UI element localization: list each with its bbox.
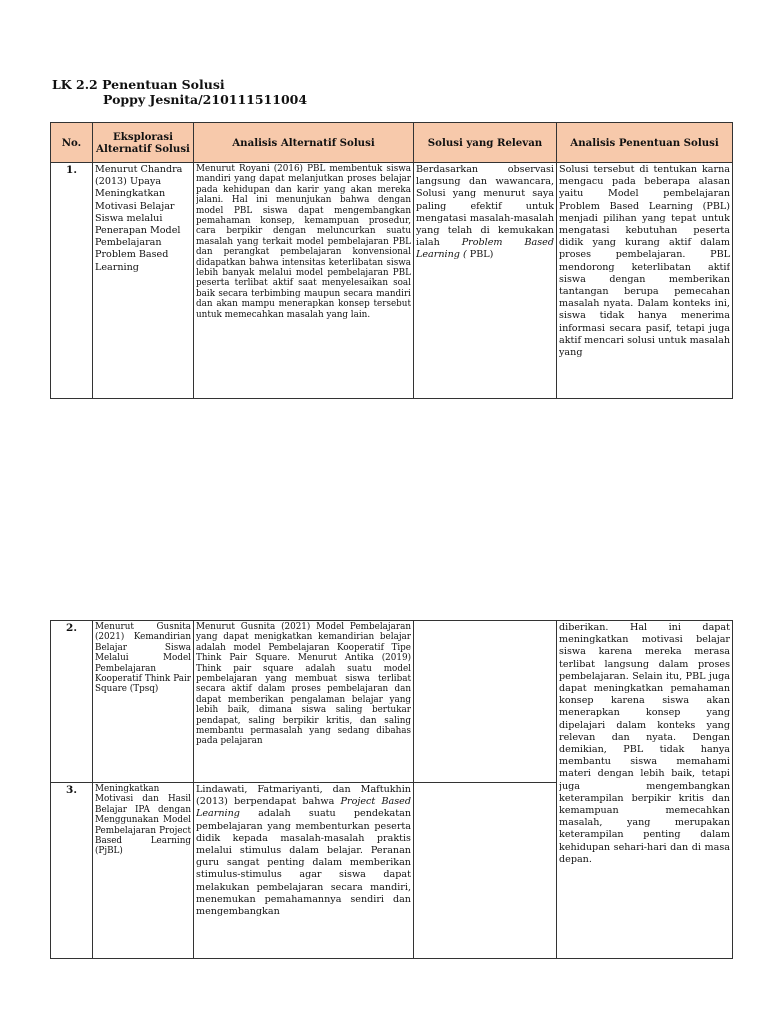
title-line-1: LK 2.2 Penentuan Solusi — [52, 77, 225, 92]
solusi-cell — [414, 783, 557, 959]
table-row — [51, 621, 733, 783]
row-number: 2. — [51, 621, 93, 783]
solusi-text-a: Berdasarkan observasi langsung dan wawancara, Solusi yang menurut saya paling efektif untuk mengatasi masalah-masalah yang telah di kemukakan ialah — [416, 164, 554, 249]
analisis-cell — [194, 621, 414, 783]
eksplorasi-text: Menurut Chandra (2013) Upaya Meningkatkan Motivasi Belajar Siswa melalui Penerapan Model Pembelajaran Problem Based Learning — [95, 164, 183, 273]
analisis-text: Menurut Gusnita (2021) Model Pembelajaran yang dapat menigkatkan kemandirian belajar adalah model Pembelajaran Kooperatif Tipe Think Pair Square. Menurut Antika (2019) Think pair square adalah suatu model pembelajaran yang membuat siswa terlibat secara aktif dalam proses pembelajaran dan dapat memberikan pengalaman belajar yang lebih baik, dimana siswa saling bertukar pendapat, saling berpikir kritis, dan saling membantu permasalah yang sedang dibahas pada pelajaran — [196, 622, 411, 747]
analisis-text-emphasis: Project Based Learning — [196, 796, 411, 820]
penentuan-text: diberikan. Hal ini dapat meningkatkan motivasi belajar siswa karena mereka merasa terlibat langsung dalam proses pembelajaran. Selain itu, PBL juga dapat meningkatkan pemahaman konsep karena siswa akan menerapkan konsep yang dipelajari dalam konteks yang relevan dan nyata. Dengan demikian, PBL tidak hanya membantu siswa memahami materi dengan lebih baik, tetapi juga mengembangkan keterampilan berpikir kritis dan kemampuan memecahkan masalah, yang merupakan keterampilan penting dalam kehidupan sehari-hari dan di masa depan. — [559, 622, 730, 865]
analisis-text-b: adalah suatu pendekatan pembelajaran yang membenturkan peserta didik kepada masalah-masalah praktis melalui stimulus dalam belajar. Peranan guru sangat penting dalam memberikan stimulus-stimulus agar siswa dapat melakukan pembelajaran secara mandiri, menemukan pemahamannya sendiri dan mengembangkan — [196, 808, 411, 918]
analisis-text-b: melanjutkan proses belajar pada kehidupan dan karir yang akan mereka jalani. Hal ini menunjukan bahwa dengan model PBL siswa dapat mengembangkan pemahaman konsep, kemampuan prosedur, cara berpikir dengan meluncurkan suatu masalah yang terkait model pembelajaran PBL dan perangkat pembelajaran konvensional didapatkan bahwa intensitas keterlibatan siswa lebih banyak melalui model pembelajaran PBL peserta terlibat aktif saat menyelesaikan soal baik secara terbimbing maupun secara mandiri dan akan mampu menerapkan konsep tersebut untuk memecahkan masalah yang lain. — [196, 174, 411, 320]
eksplorasi-cell — [93, 163, 194, 399]
solution-table-part-2 — [50, 620, 733, 959]
analisis-text — [196, 784, 411, 956]
eksplorasi-text: Menurut Gusnita (2021) Kemandirian Belajar Siswa Melalui Model Pembelajaran Kooperatif Think Pair Square (Tpsq) — [95, 622, 191, 695]
row-number: 1. — [51, 163, 93, 399]
solusi-text — [416, 164, 554, 396]
analisis-text-a: Lindawati, Fatmariyanti, dan Maftukhin (2013) berpendapat bahwa — [196, 784, 411, 808]
row-number: 3. — [51, 783, 93, 959]
eksplorasi-cell — [93, 783, 194, 959]
title-line-2: Poppy Jesnita/210111511004 — [103, 92, 308, 107]
header-analisis-penentuan: Analisis Penentuan Solusi — [557, 123, 733, 163]
solusi-cell — [414, 163, 557, 399]
penentuan-cell — [557, 163, 733, 399]
table-header-row — [51, 123, 733, 163]
analisis-text-a: Menurut Royani (2016) PBL membentuk siswa mandiri yang dapat — [196, 164, 411, 185]
header-no: No. — [51, 123, 93, 163]
table-row — [51, 163, 733, 399]
penentuan-cell — [557, 621, 733, 959]
solusi-cell — [414, 621, 557, 783]
analisis-cell — [194, 163, 414, 399]
solusi-text-emphasis: Problem Based Learning ( — [416, 237, 554, 261]
header-solusi-relevan: Solusi yang Relevan — [414, 123, 557, 163]
eksplorasi-text: Meningkatkan Motivasi dan Hasil Belajar IPA dengan Menggunakan Model Pembelajaran Project Based Learning (PjBL) — [95, 784, 191, 857]
solusi-text-b: PBL) — [466, 249, 494, 261]
document-title — [52, 77, 307, 107]
header-analisis-alternatif: Analisis Alternatif Solusi — [194, 123, 414, 163]
analisis-text — [196, 164, 411, 396]
eksplorasi-cell — [93, 621, 194, 783]
analisis-cell — [194, 783, 414, 959]
solution-table-part-1 — [50, 122, 733, 399]
penentuan-text: Solusi tersebut di tentukan karna mengacu pada beberapa alasan yaitu Model pembelajaran Problem Based Learning (PBL) menjadi pilihan yang tepat untuk mengatasi kebutuhan peserta didik yang kurang aktif dalam proses pembelajaran. PBL mendorong keterlibatan aktif siswa dengan memberikan tantangan berupa pemecahan masalah nyata. Dalam konteks ini, siswa tidak hanya menerima informasi secara pasif, tetapi juga aktif mencari solusi untuk masalah yang — [559, 164, 730, 359]
header-eksplorasi: Eksplorasi Alternatif Solusi — [93, 123, 194, 163]
